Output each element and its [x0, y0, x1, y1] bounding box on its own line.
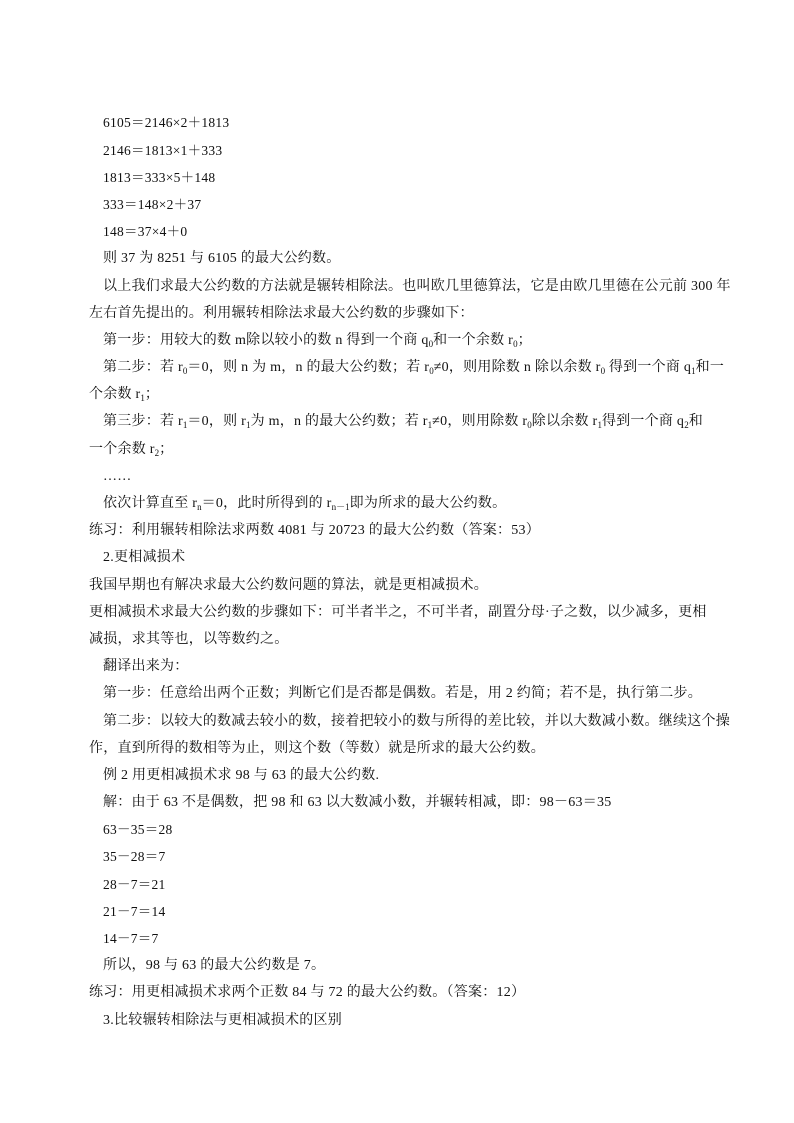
solution-text: 解：由于 63 不是偶数，把 98 和 63 以大数减小数，并辗转相减，即：98－63＝35 — [103, 795, 612, 811]
text-segment: 即为所求的最大公约数。 — [349, 496, 507, 512]
division-step: 2146＝1813×1＋333 — [103, 142, 223, 158]
example-conclusion: 则 37 为 8251 与 6105 的最大公约数。 — [103, 251, 341, 267]
euclid-intro-line: 左右首先提出的。利用辗转相除法求最大公约数的步骤如下： — [89, 305, 474, 321]
subscript: 1 — [140, 393, 145, 404]
text-segment: 第一步：用较大的数 m除以较小的数 n 得到一个商 q — [103, 332, 429, 348]
text-segment: 为 m，n 的最大公约数；若 r — [250, 414, 428, 430]
text-segment: ； — [144, 387, 160, 403]
subscript: 1 — [246, 420, 251, 431]
section-heading: 3.比较辗转相除法与更相减损术的区别 — [103, 1012, 342, 1028]
euclid-step-2 — [89, 354, 769, 381]
ellipsis: …… — [103, 468, 132, 484]
subscript: 2 — [154, 447, 160, 458]
subscript: 2 — [684, 420, 689, 431]
division-step: 6105＝2146×2＋1813 — [103, 115, 230, 131]
subscript: 0 — [182, 366, 188, 377]
text-segment: 得到一个商 q — [601, 414, 685, 430]
subscript: n — [197, 502, 202, 513]
text-segment: 和一 — [695, 360, 725, 376]
text-segment: ＝0，则 n 为 m，n 的最大公约数；若 r — [187, 360, 430, 376]
subtraction-step-1: 第一步：任意给出两个正数；判断它们是否都是偶数。若是，用 2 约简；若不是，执行第二步。 — [103, 686, 702, 702]
text-segment: ； — [517, 332, 532, 348]
text-segment: 一个余数 r — [89, 441, 155, 457]
text-segment: ＝0，此时所得到的 r — [201, 496, 332, 512]
text-segment: 第二步：若 r — [103, 360, 183, 376]
subscript: 1 — [427, 420, 433, 431]
exercise-euclid: 练习：利用辗转相除法求两数 4081 与 20723 的最大公约数（答案：53） — [89, 523, 540, 539]
subtraction-step-2: 第二步：以较大的数减去较小的数，接着把较小的数与所得的差比较，并以大数减小数。继续这个操 — [103, 713, 730, 729]
euclid-final-step — [89, 490, 769, 517]
subscript: 1 — [691, 366, 696, 377]
subtraction-calc-step: 28－7＝21 — [103, 876, 166, 892]
text-segment: 第三步：若 r — [103, 414, 183, 430]
subtraction-calc-step: 21－7＝14 — [103, 903, 166, 919]
subtraction-calc-step: 14－7＝7 — [103, 931, 159, 947]
translation-label: 翻译出来为： — [103, 659, 189, 675]
ancient-text-line: 减损，求其等也，以等数约之。 — [89, 631, 289, 647]
example-title: 例 2 用更相减损术求 98 与 63 的最大公约数. — [103, 767, 380, 783]
subscript: 0 — [527, 420, 532, 431]
subscript: 0 — [600, 366, 606, 377]
text-segment: 和 — [688, 414, 703, 430]
euclid-step-3-continued — [89, 436, 769, 463]
ancient-text-line: 更相减损术求最大公约数的步骤如下：可半者半之，不可半者，副置分母·子之数，以少减多，更相 — [89, 604, 707, 620]
subscript: 1 — [182, 420, 188, 431]
example-conclusion: 所以，98 与 63 的最大公约数是 7。 — [103, 958, 326, 974]
text-segment: 和一个余数 r — [433, 332, 514, 348]
euclid-intro-line: 以上我们求最大公约数的方法就是辗转相除法。也叫欧几里德算法，它是由欧几里德在公元前 300 年 — [103, 278, 731, 294]
text-segment: ≠0，则用除数 n 除以余数 r — [433, 360, 601, 376]
subtraction-step-2-continued: 作，直到所得的数相等为止，则这个数（等数）就是所求的最大公约数。 — [89, 740, 545, 756]
subscript: 0 — [429, 366, 434, 377]
text-segment: 个余数 r — [89, 387, 141, 403]
division-step: 1813＝333×5＋148 — [103, 169, 216, 185]
division-step: 148＝37×4＋0 — [103, 224, 188, 240]
subscript: 0 — [513, 338, 518, 349]
euclid-step-2-continued — [89, 381, 769, 408]
text-segment: ； — [159, 441, 174, 457]
text-segment: 得到一个商 q — [605, 360, 692, 376]
subtraction-calc-step: 35－28＝7 — [103, 849, 166, 865]
section-intro: 我国早期也有解决求最大公约数问题的算法，就是更相减损术。 — [89, 577, 488, 593]
text-segment: 除以余数 r — [531, 414, 598, 430]
text-segment: 依次计算直至 r — [103, 496, 198, 512]
subscript: n－1 — [331, 502, 350, 513]
text-segment: ＝0，则 r — [187, 414, 247, 430]
euclid-step-1 — [89, 327, 769, 354]
subscript: 0 — [428, 338, 434, 349]
document-body — [89, 109, 769, 1033]
subtraction-calc-step: 63－35＝28 — [103, 822, 173, 838]
text-segment: ≠0，则用除数 r — [432, 414, 528, 430]
division-step: 333＝148×2＋37 — [103, 196, 202, 212]
section-heading: 2.更相减损术 — [103, 550, 186, 566]
euclid-step-3 — [89, 408, 769, 435]
exercise-subtraction: 练习：用更相减损术求两个正数 84 与 72 的最大公约数。（答案：12） — [89, 985, 526, 1001]
subscript: 1 — [597, 420, 602, 431]
